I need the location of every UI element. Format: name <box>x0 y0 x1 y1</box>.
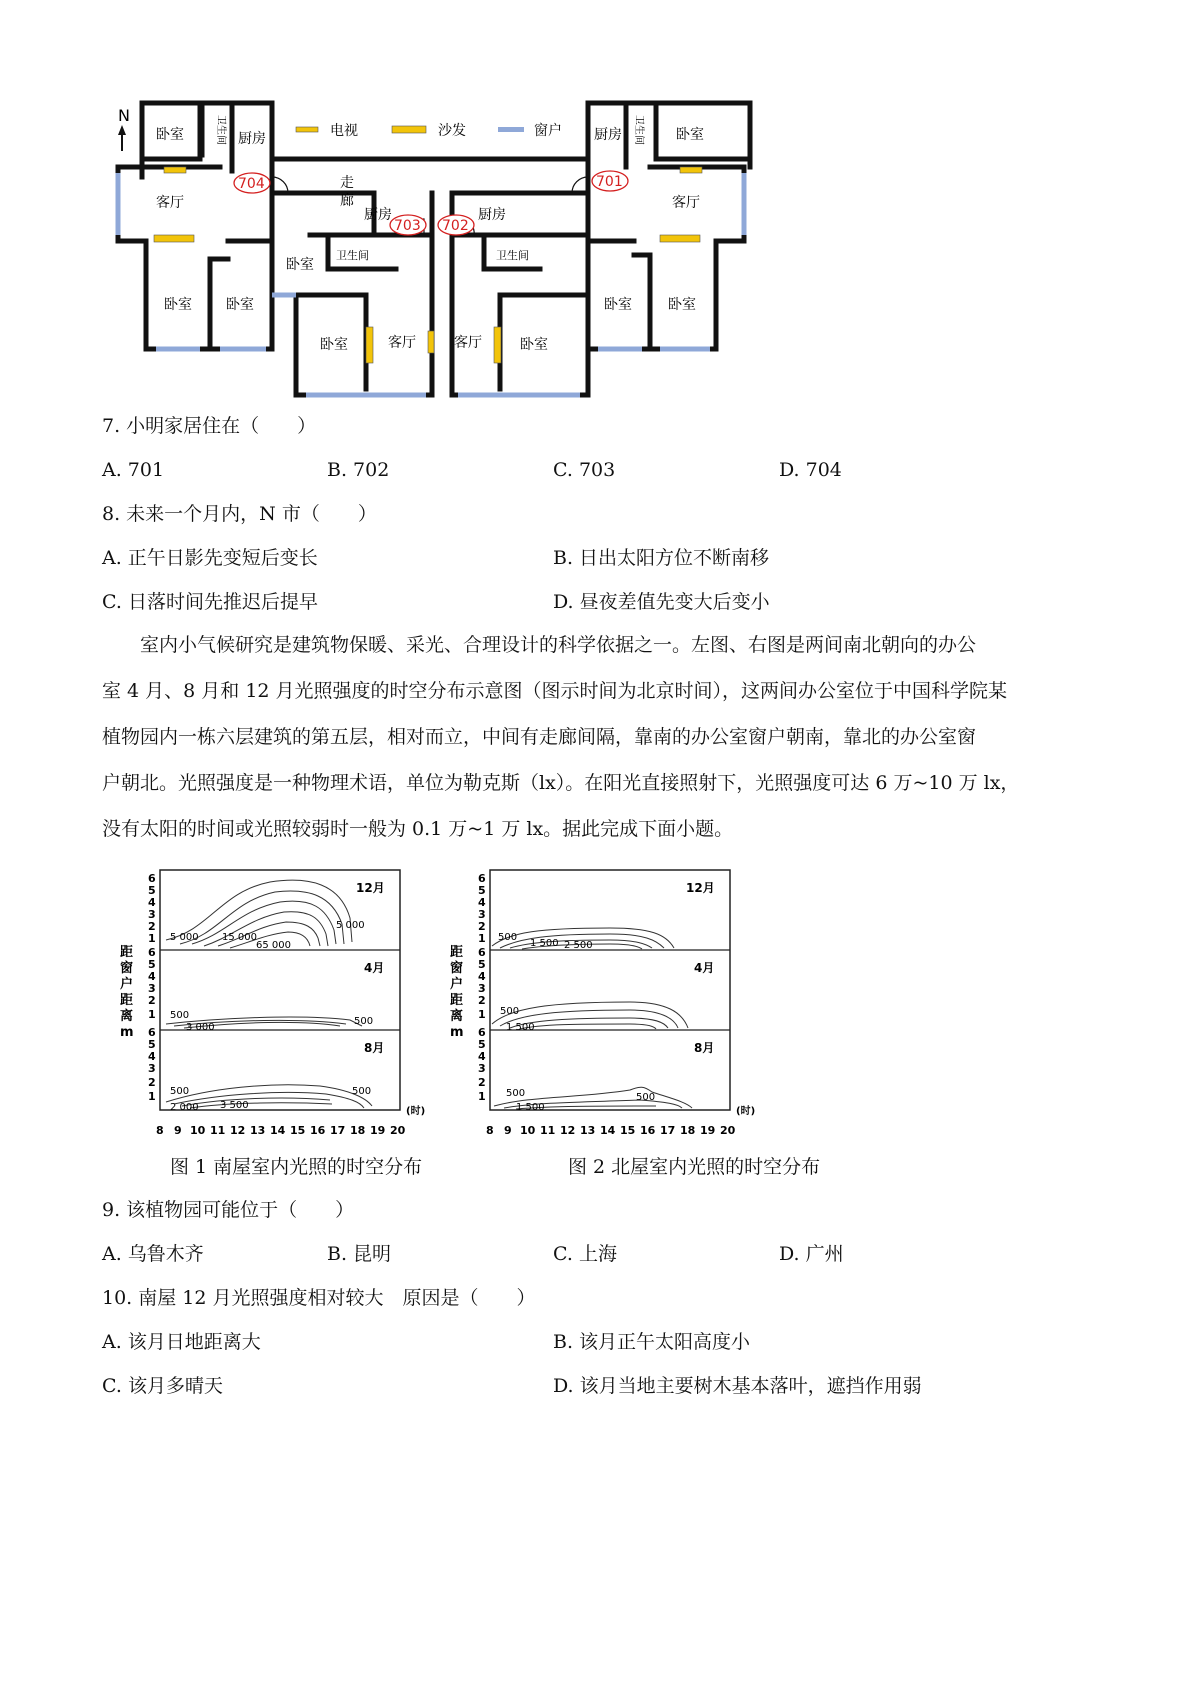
question-7-option-c: C. 703 <box>553 459 616 481</box>
y-tick: 4 <box>148 970 156 983</box>
tv-icon <box>680 167 702 173</box>
chart-text-label: 1 500 <box>530 938 559 949</box>
chart-text-label: 1 500 <box>506 1022 535 1033</box>
month-label-dec: 12月 <box>356 881 385 895</box>
chart-text-label: 10 <box>190 1124 206 1137</box>
contour-labels-south <box>170 920 373 1113</box>
room-kitchen: 厨房 <box>594 127 622 143</box>
question-9-option-a: A. 乌鲁木齐 <box>102 1243 204 1265</box>
chart-text-label: 500 <box>354 1016 374 1027</box>
y-tick: 2 <box>148 920 156 933</box>
passage-line: 植物园内一栋六层建筑的第五层，相对而立，中间有走廊间隔，靠南的办公室窗户朝南，靠北的办公室窗 <box>102 726 977 748</box>
chart-text-label: 距 <box>450 945 464 960</box>
contour-line <box>180 891 344 944</box>
chart-text-label: 5 <box>478 958 486 971</box>
chart-text-label: 15 <box>620 1124 636 1137</box>
chart-text-label: 18 <box>680 1124 696 1137</box>
x-axis-unit-south: (时) <box>406 1106 426 1117</box>
room-living: 客厅 <box>672 195 700 211</box>
tv-icon <box>164 167 186 173</box>
chart-text-label: 17 <box>330 1124 346 1137</box>
question-10-option-d: D. 该月当地主要树木基本落叶，遮挡作用弱 <box>553 1375 922 1397</box>
tv-icon <box>428 331 434 353</box>
chart-text-label: 户 <box>450 977 464 992</box>
question-10-option-a: A. 该月日地距离大 <box>102 1331 261 1353</box>
room-bedroom: 卧室 <box>286 257 314 273</box>
question-8-option-a: A. 正午日影先变短后变长 <box>102 547 318 569</box>
chart-text-label: 500 <box>506 1088 526 1099</box>
chart-text-label: 17 <box>660 1124 676 1137</box>
y-tick: 6 <box>148 946 156 959</box>
chart-text-label: 6 <box>478 1026 486 1039</box>
y-tick: 4 <box>148 1050 156 1063</box>
chart-text-label: 20 <box>720 1124 736 1137</box>
chart-text-label: 5 000 <box>336 920 365 931</box>
chart-text-label: 5 <box>478 1038 486 1051</box>
sofa-icon <box>366 327 373 363</box>
y-tick: 1 <box>148 1008 156 1021</box>
unit-703-label: 703 <box>394 218 421 234</box>
chart-text-label: 9 <box>174 1124 182 1137</box>
room-bedroom: 卧室 <box>156 127 184 143</box>
room-bedroom: 卧室 <box>164 297 192 313</box>
chart-text-label: 1 <box>478 1008 486 1021</box>
question-8-option-b: B. 日出太阳方位不断南移 <box>553 547 770 569</box>
north-label: N <box>118 106 130 125</box>
question-7-option-a: A. 701 <box>102 459 165 481</box>
contours-north <box>492 928 692 1109</box>
chart-text-label: 65 000 <box>256 940 291 951</box>
chart-text-label: 500 <box>170 1010 190 1021</box>
chart-text-label: 离 <box>450 1009 464 1024</box>
chart-text-label: 20 <box>390 1124 406 1137</box>
room-kitchen: 厨房 <box>364 207 392 223</box>
chart-text-label: 距 <box>120 993 134 1008</box>
y-axis-ticks-north <box>478 872 486 1103</box>
chart-text-label: 500 <box>498 932 518 943</box>
question-7-option-b: B. 702 <box>327 459 390 481</box>
chart-text-label: 3 500 <box>220 1100 249 1111</box>
chart-caption-1: 图 1 南屋室内光照的时空分布 <box>170 1156 423 1178</box>
chart-text-label: 1 500 <box>516 1102 545 1113</box>
room-living: 客厅 <box>156 195 184 211</box>
unit-702-label: 702 <box>442 218 469 234</box>
chart-text-label: 户 <box>120 977 134 992</box>
x-axis-ticks-north <box>486 1124 736 1137</box>
x-axis-ticks-south <box>156 1124 406 1137</box>
contours-south <box>166 880 372 1108</box>
chart-text-label: 离 <box>120 1009 134 1024</box>
room-bedroom: 卧室 <box>520 337 548 353</box>
room-bedroom: 卧室 <box>320 337 348 353</box>
question-7-stem: 7. 小明家居住在（ ） <box>102 415 317 437</box>
chart-text-label: 12月 <box>686 881 715 895</box>
legend-window-icon <box>498 127 524 132</box>
chart-caption-2: 图 2 北屋室内光照的时空分布 <box>568 1156 821 1178</box>
question-8-option-d: D. 昼夜差值先变大后变小 <box>553 591 770 613</box>
chart-text-label: 10 <box>520 1124 536 1137</box>
legend-sofa-label: 沙发 <box>438 123 466 139</box>
y-tick: 4 <box>148 896 156 909</box>
question-7-option-d: D. 704 <box>779 459 842 481</box>
month-label-aug: 8月 <box>364 1041 385 1055</box>
chart-text-label: 11 <box>540 1124 556 1137</box>
room-bathroom: 卫生间 <box>633 115 644 145</box>
question-9-option-c: C. 上海 <box>553 1243 617 1265</box>
contour-line <box>190 1103 332 1108</box>
chart-text-label: 16 <box>640 1124 656 1137</box>
chart-text-label: 19 <box>700 1124 716 1137</box>
passage <box>102 622 1102 852</box>
room-kitchen: 厨房 <box>478 207 506 223</box>
y-tick: 6 <box>148 1026 156 1039</box>
chart-text-label: 8月 <box>694 1041 715 1055</box>
room-corridor: 走 <box>340 175 354 191</box>
room-bedroom: 卧室 <box>226 297 254 313</box>
passage-line: 室 4 月、8 月和 12 月光照强度的时空分布示意图（图示时间为北京时间），这两间办公室位于中国科学院某 <box>102 680 1008 702</box>
chart-text-label: 8 <box>156 1124 164 1137</box>
room-bathroom: 卫生间 <box>215 115 226 145</box>
chart-north-room <box>450 870 755 1137</box>
chart-text-label: 5 000 <box>170 932 199 943</box>
chart-text-label: m <box>450 1025 464 1040</box>
chart-text-label: 16 <box>310 1124 326 1137</box>
sofa-icon <box>494 327 501 363</box>
y-tick: 3 <box>148 908 156 921</box>
floor-plan-figure <box>110 95 830 440</box>
question-10-option-b: B. 该月正午太阳高度小 <box>553 1331 751 1353</box>
legend-tv-icon <box>296 127 318 132</box>
unit-701-label: 701 <box>596 174 623 190</box>
passage-line: 室内小气候研究是建筑物保暖、采光、合理设计的科学依据之一。左图、右图是两间南北朝向的办公 <box>140 634 977 656</box>
chart-text-label: 4 <box>478 896 486 909</box>
chart-text-label: 13 <box>580 1124 596 1137</box>
room-bathroom: 卫生间 <box>496 249 529 262</box>
passage-line: 没有太阳的时间或光照较弱时一般为 0.1 万~1 万 lx。据此完成下面小题。 <box>102 818 734 840</box>
furniture <box>154 167 702 363</box>
chart-text-label: 15 000 <box>222 932 257 943</box>
y-tick: 1 <box>148 932 156 945</box>
legend-tv-label: 电视 <box>330 123 358 139</box>
room-kitchen: 厨房 <box>238 131 266 147</box>
y-tick: 3 <box>148 1062 156 1075</box>
chart-text-label: 14 <box>270 1124 286 1137</box>
y-tick: 6 <box>148 872 156 885</box>
chart-text-label: m <box>120 1025 134 1040</box>
question-10-option-c: C. 该月多晴天 <box>102 1375 223 1397</box>
chart-text-label: 2 <box>478 1076 486 1089</box>
chart-text-label: 9 <box>504 1124 512 1137</box>
chart-text-label: 3 000 <box>186 1022 215 1033</box>
contour-line <box>520 1024 656 1029</box>
y-tick: 5 <box>148 884 156 897</box>
chart-text-label: 6 <box>478 946 486 959</box>
chart-text-label: 3 <box>478 908 486 921</box>
chart-text-label: 1 <box>478 1090 486 1103</box>
chart-text-label: 12 <box>230 1124 246 1137</box>
chart-text-label: 13 <box>250 1124 266 1137</box>
y-tick: 1 <box>148 1090 156 1103</box>
month-label-apr: 4月 <box>364 961 385 975</box>
chart-text-label: 15 <box>290 1124 306 1137</box>
question-8-option-c: C. 日落时间先推迟后提早 <box>102 591 318 613</box>
chart-text-label: 2 500 <box>564 940 593 951</box>
chart-text-label: 500 <box>500 1006 520 1017</box>
chart-text-label: 4 <box>478 1050 486 1063</box>
sofa-icon <box>154 235 194 242</box>
y-axis-label-north <box>450 944 464 1040</box>
chart-text-label: 3 <box>478 1062 486 1075</box>
chart-text-label: 11 <box>210 1124 226 1137</box>
y-axis-label-south <box>120 944 134 1040</box>
question-9-option-b: B. 昆明 <box>327 1243 392 1265</box>
north-arrow <box>118 106 130 151</box>
question-8-stem: 8. 未来一个月内，N 市（ ） <box>102 503 377 525</box>
chart-text-label: 4月 <box>694 961 715 975</box>
light-distribution-charts <box>100 852 776 1142</box>
question-9-stem: 9. 该植物园可能位于（ ） <box>102 1199 355 1221</box>
legend-sofa-icon <box>392 126 426 133</box>
chart-text-label: 2 <box>478 920 486 933</box>
chart-text-label: 2 <box>478 994 486 1007</box>
contour-line <box>182 1098 330 1106</box>
legend <box>296 122 562 139</box>
room-living: 客厅 <box>454 335 482 351</box>
chart-south-room <box>120 870 425 1137</box>
room-bathroom: 卫生间 <box>336 249 369 262</box>
chart-text-label: 距 <box>450 993 464 1008</box>
contour-labels-north <box>498 932 655 1113</box>
chart-text-label: 6 <box>478 872 486 885</box>
question-9-option-d: D. 广州 <box>779 1243 844 1265</box>
y-tick: 3 <box>148 982 156 995</box>
chart-text-label: 4 <box>478 970 486 983</box>
y-tick: 2 <box>148 994 156 1007</box>
chart-text-label: 500 <box>170 1086 190 1097</box>
chart-text-label: 3 <box>478 982 486 995</box>
sofa-icon <box>660 235 700 242</box>
room-living: 客厅 <box>388 335 416 351</box>
chart-text-label: 8 <box>486 1124 494 1137</box>
y-axis-ticks-south <box>148 872 156 1103</box>
chart-text-label: 窗 <box>120 961 134 976</box>
chart-text-label: 2 000 <box>170 1102 199 1113</box>
chart-text-label: 500 <box>636 1092 656 1103</box>
chart-text-label: 14 <box>600 1124 616 1137</box>
unit-704-label: 704 <box>238 176 265 192</box>
legend-window-label: 窗户 <box>534 123 562 139</box>
chart-text-label: 500 <box>352 1086 372 1097</box>
passage-line: 户朝北。光照强度是一种物理术语，单位为勒克斯（lx）。在阳光直接照射下，光照强度可达 6 万~10 万 lx， <box>102 772 1020 794</box>
chart-text-label: 窗 <box>450 961 464 976</box>
y-tick: 5 <box>148 1038 156 1051</box>
chart-text-label: 18 <box>350 1124 366 1137</box>
room-bedroom: 卧室 <box>604 297 632 313</box>
question-10-stem: 10. 南屋 12 月光照强度相对较大 原因是（ ） <box>102 1287 536 1309</box>
chart-text-label: 距 <box>120 945 134 960</box>
room-bedroom: 卧室 <box>668 297 696 313</box>
room-bedroom: 卧室 <box>676 127 704 143</box>
y-tick: 2 <box>148 1076 156 1089</box>
chart-text-label: 12 <box>560 1124 576 1137</box>
chart-text-label: 5 <box>478 884 486 897</box>
chart-text-label: 19 <box>370 1124 386 1137</box>
chart-text-label: (时) <box>736 1106 756 1117</box>
contour-line <box>174 1092 364 1108</box>
y-tick: 5 <box>148 958 156 971</box>
chart-text-label: 1 <box>478 932 486 945</box>
room-corridor: 廊 <box>340 193 354 209</box>
